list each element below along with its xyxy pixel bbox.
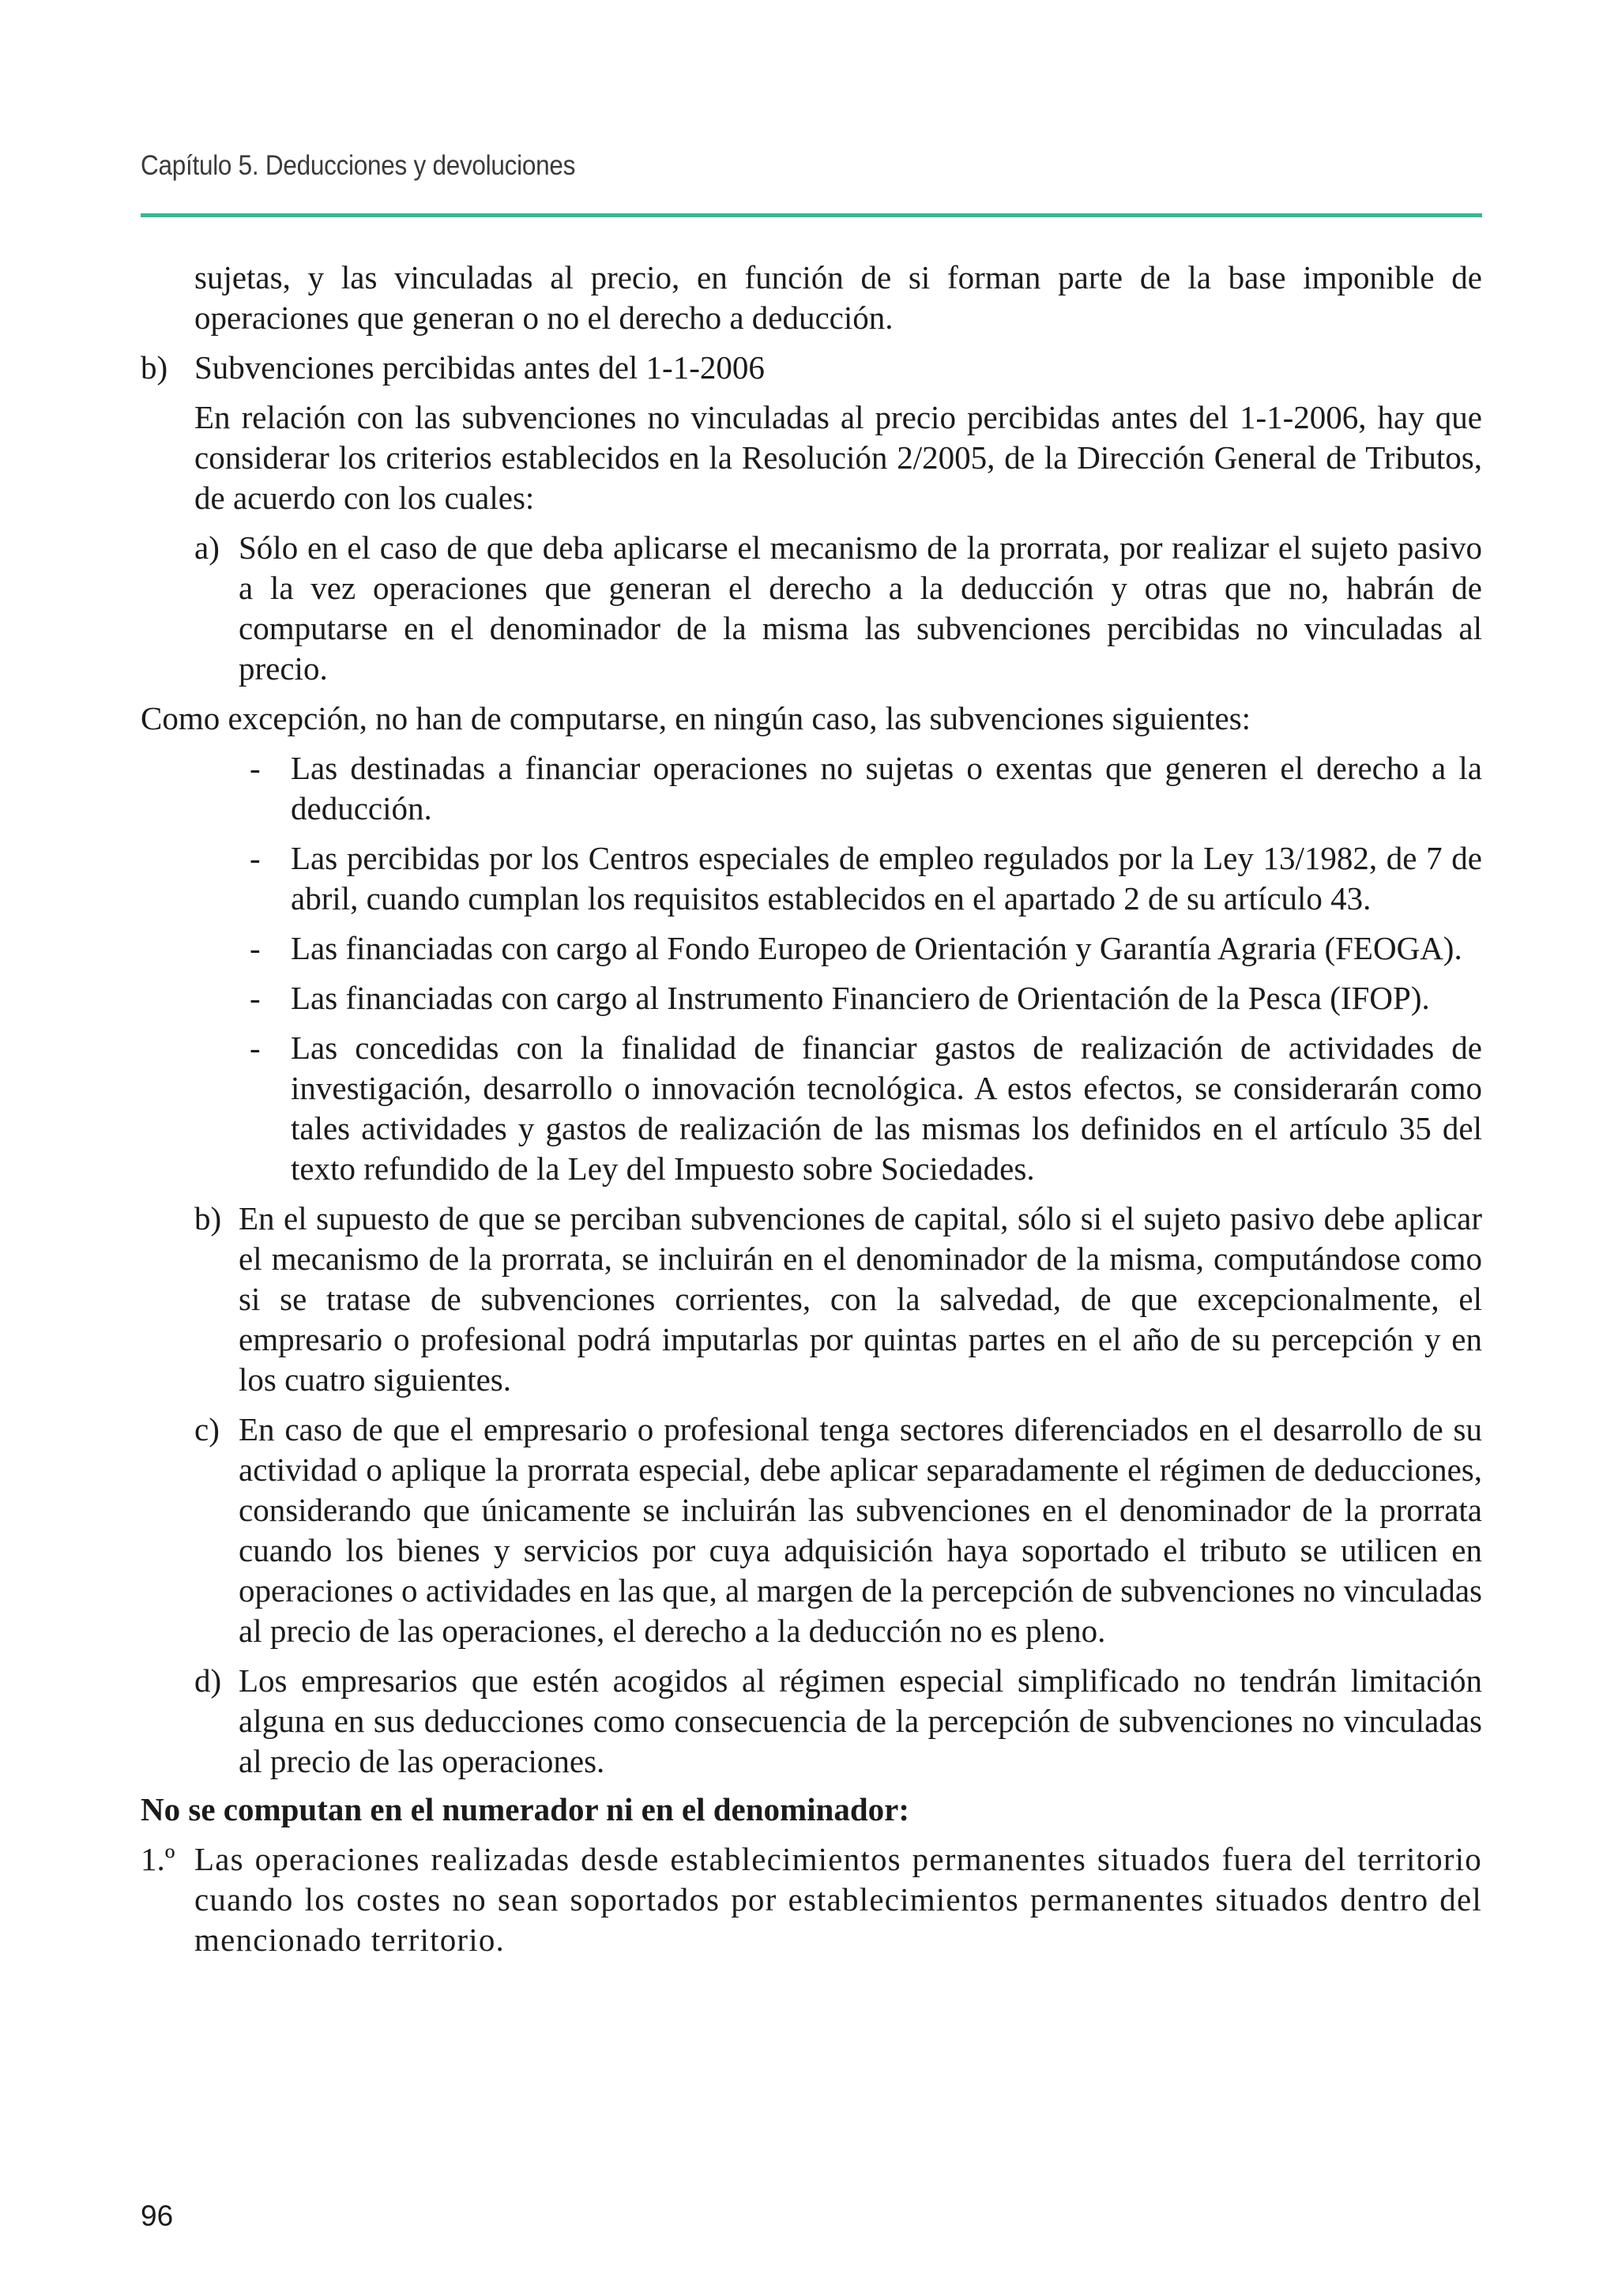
dash-item-text: Las financiadas con cargo al Fondo Europeo de Orientación y Garantía Agraria (FEOGA).: [291, 930, 1462, 966]
list-marker: b): [141, 349, 168, 386]
dash-item: [239, 978, 1482, 1018]
dash-marker: -: [250, 750, 261, 786]
dash-marker: -: [250, 1029, 261, 1066]
list-marker: b): [194, 1200, 222, 1236]
sub-item-d-text: Los empresarios que estén acogidos al régimen especial simplificado no tendrán limitación alguna en sus deducciones como consecuencia de la percepción de subvenciones no vinculadas al precio de las operaciones.: [239, 1662, 1482, 1779]
numbered-item-1-text: Las operaciones realizadas desde establecimientos permanentes situados fuera del territorio cuando los costes no sean soportados por establecimientos permanentes situados dentro del mencionado territorio.: [194, 1841, 1482, 1958]
dash-item-text: Las destinadas a financiar operaciones no sujetas o exentas que generen el derecho a la deducción.: [291, 750, 1482, 826]
dash-item-text: Las percibidas por los Centros especiales de empleo regulados por la Ley 13/1982, de 7 de abril, cuando cumplan los requisitos establecidos en el apartado 2 de su artículo 43.: [291, 840, 1482, 917]
list-item-b-title: Subvenciones percibidas antes del 1-1-2006: [194, 349, 765, 386]
list-marker: 1.º: [141, 1841, 175, 1877]
sub-item-b-text: En el supuesto de que se perciban subvenciones de capital, sólo si el sujeto pasivo debe aplicar el mecanismo de la prorrata, se incluirán en el denominador de la misma, computándose como si se tratase de subvenciones corrientes, con la salvedad, de que excepcionalmente, el empresario o profesional podrá imputarlas por quintas partes en el año de su percepción y en los cuatro siguientes.: [239, 1200, 1482, 1398]
sub-item-a-text: Sólo en el caso de que deba aplicarse el mecanismo de la prorrata, por realizar el sujeto pasivo a la vez operaciones que generan el derecho a la deducción y otras que no, habrán de computarse en el denominador de la misma las subvenciones percibidas no vinculadas al precio.: [239, 529, 1482, 687]
sub-item-a: [194, 528, 1482, 689]
section-heading: No se computan en el numerador ni en el denominador:: [141, 1791, 910, 1827]
numbered-item-1: [141, 1839, 1482, 1960]
dash-marker: -: [250, 840, 261, 876]
dash-item: [239, 748, 1482, 829]
dash-marker: -: [250, 930, 261, 966]
list-item-b: [141, 348, 1482, 388]
sub-item-d: [194, 1661, 1482, 1782]
dash-item: [239, 838, 1482, 919]
dash-item: [239, 1028, 1482, 1189]
sub-item-c: [194, 1410, 1482, 1651]
page-body: [141, 258, 1482, 1960]
list-marker: d): [194, 1662, 222, 1699]
header-rule: [141, 213, 1482, 217]
exception-intro: Como excepción, no han de computarse, en ningún caso, las subvenciones siguientes:: [141, 700, 1251, 736]
page-number: 96: [141, 2200, 174, 2232]
dash-marker: -: [250, 980, 261, 1016]
sub-item-c-text: En caso de que el empresario o profesional tenga sectores diferenciados en el desarrollo de su actividad o aplique la prorrata especial, debe aplicar separadamente el régimen de deducciones, considerando que únicamente se incluirán las subvenciones en el denominador de la prorrata cuando los bienes y servicios por cuya adquisición haya soportado el tributo se utilicen en operaciones o actividades en las que, al margen de la percepción de subvenciones no vinculadas al precio de las operaciones, el derecho a la deducción no es pleno.: [239, 1411, 1482, 1649]
dash-item-text: Las concedidas con la finalidad de financiar gastos de realización de actividades de investigación, desarrollo o innovación tecnológica. A estos efectos, se considerarán como tales actividades y gastos de realización de las mismas los definidos en el artículo 35 del texto refundido de la Ley del Impuesto sobre Sociedades.: [291, 1029, 1482, 1187]
running-head: Capítulo 5. Deducciones y devoluciones: [141, 150, 576, 181]
list-marker: c): [194, 1411, 220, 1447]
sub-item-b: [194, 1199, 1482, 1400]
dash-item: [239, 928, 1482, 969]
item-b-paragraph: En relación con las subvenciones no vinculadas al precio percibidas antes del 1-1-2006, hay que considerar los criterios establecidos en la Resolución 2/2005, de la Dirección General de Tributos, de acuerdo con los cuales:: [194, 399, 1482, 516]
list-marker: a): [194, 529, 220, 566]
dash-item-text: Las financiadas con cargo al Instrumento Financiero de Orientación de la Pesca (IFOP).: [291, 980, 1430, 1016]
intro-continuation: sujetas, y las vinculadas al precio, en función de si forman parte de la base imponible de operaciones que generan o no el derecho a deducción.: [194, 259, 1482, 336]
